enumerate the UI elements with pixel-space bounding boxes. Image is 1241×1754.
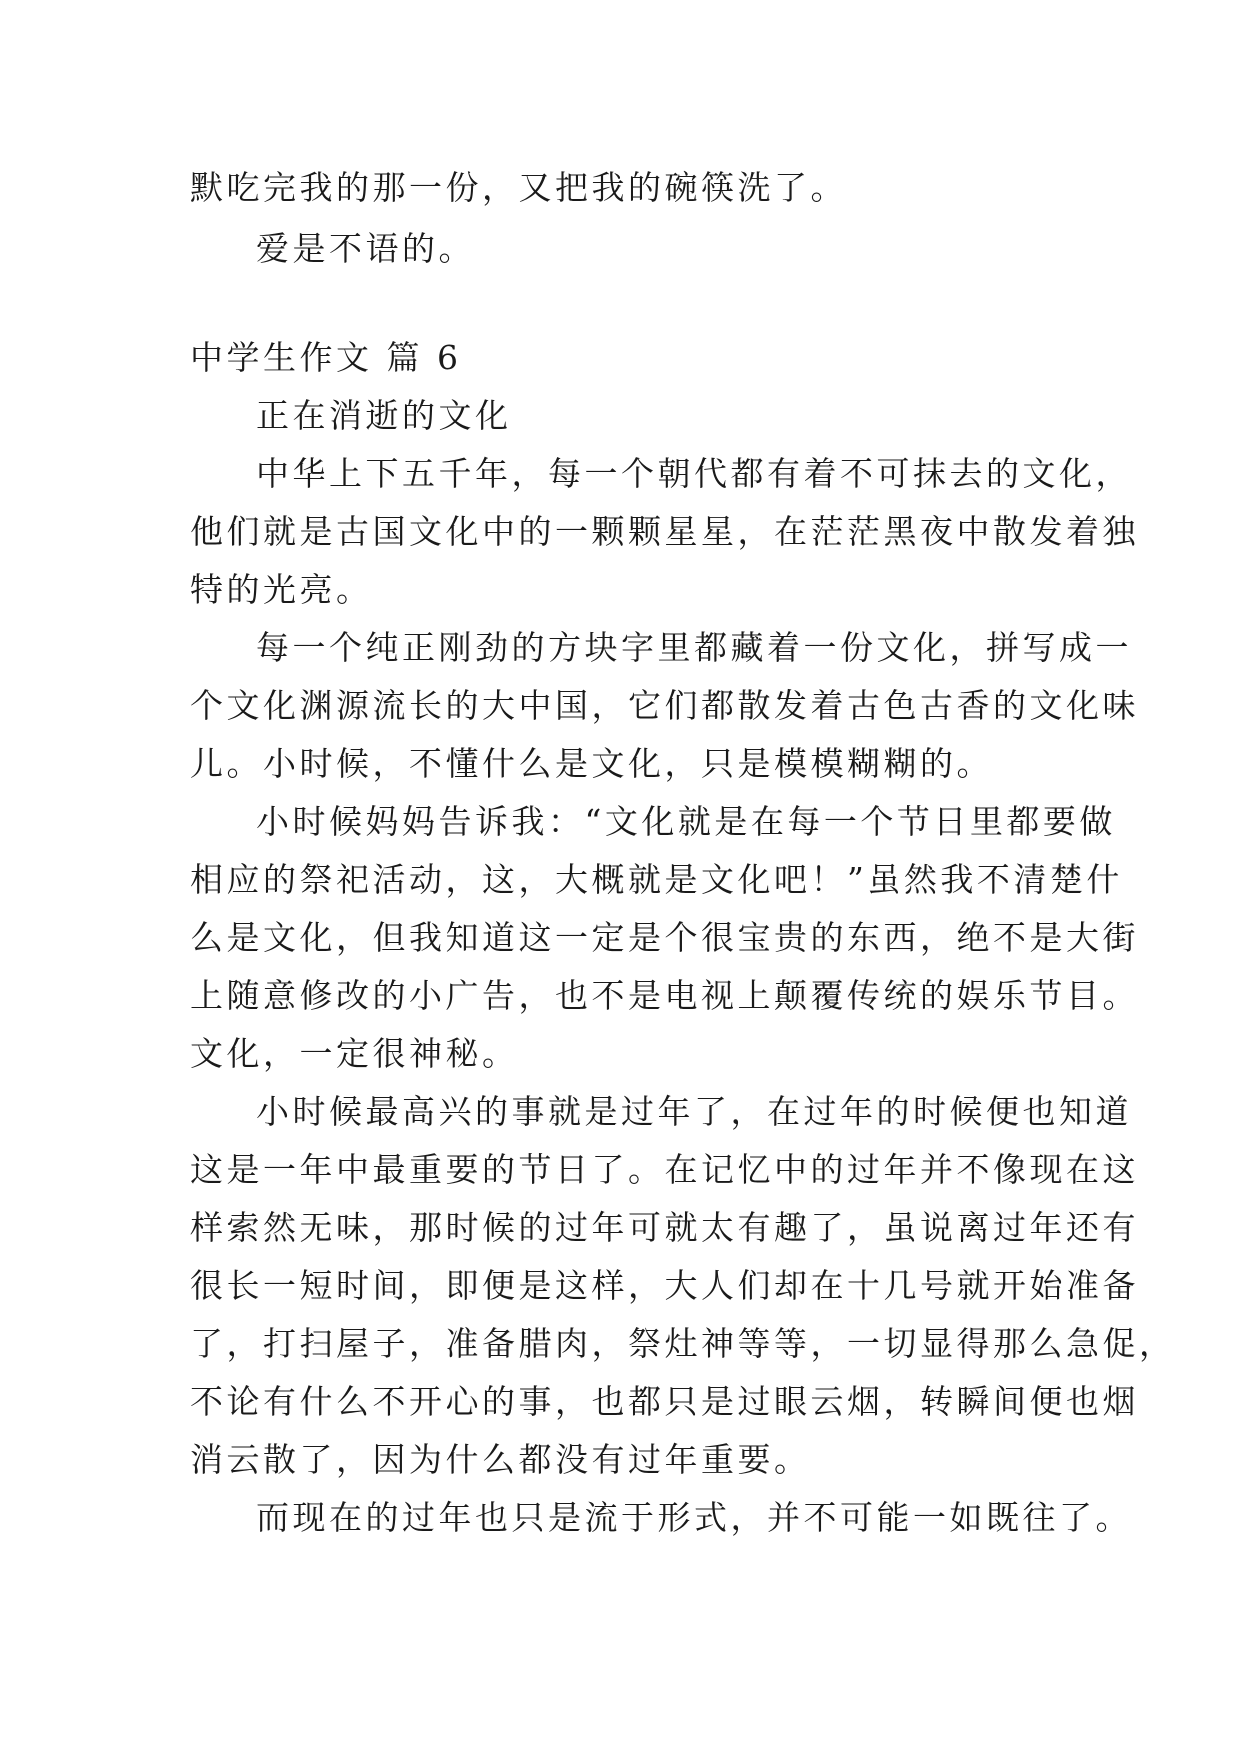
text-line: 上随意修改的小广告，也不是电视上颠覆传统的娱乐节目。 (190, 976, 1139, 1015)
text-line: 文化，一定很神秘。 (190, 1034, 519, 1073)
text-line: 么是文化，但我知道这一定是个很宝贵的东西，绝不是大街 (190, 918, 1139, 957)
text-line: 每一个纯正刚劲的方块字里都藏着一份文化，拼写成一 (256, 628, 1132, 667)
text-line: 小时候最高兴的事就是过年了，在过年的时候便也知道 (256, 1092, 1132, 1131)
text-line: 相应的祭祀活动，这，大概就是文化吧！”虽然我不清楚什 (190, 860, 1123, 899)
text-line: 中华上下五千年，每一个朝代都有着不可抹去的文化， (256, 454, 1132, 493)
text-line: 默吃完我的那一份，又把我的碗筷洗了。 (190, 168, 847, 207)
essay-title: 正在消逝的文化 (256, 396, 512, 435)
text-line: 爱是不语的。 (256, 229, 475, 268)
text-line: 而现在的过年也只是流于形式，并不可能一如既往了。 (256, 1498, 1132, 1537)
text-line: 消云散了，因为什么都没有过年重要。 (190, 1440, 811, 1479)
text-line: 他们就是古国文化中的一颗颗星星，在茫茫黑夜中散发着独 (190, 512, 1139, 551)
text-line: 了，打扫屋子，准备腊肉，祭灶神等等，一切显得那么急促， (190, 1324, 1176, 1363)
text-line: 特的光亮。 (190, 570, 373, 609)
text-line: 很长一短时间，即便是这样，大人们却在十几号就开始准备 (190, 1266, 1139, 1305)
text-line: 个文化渊源流长的大中国，它们都散发着古色古香的文化味 (190, 686, 1139, 725)
text-line: 样索然无味，那时候的过年可就太有趣了，虽说离过年还有 (190, 1208, 1139, 1247)
section-heading: 中学生作文 篇 6 (190, 338, 462, 377)
text-line: 小时候妈妈告诉我：“文化就是在每一个节日里都要做 (256, 802, 1116, 841)
text-line: 这是一年中最重要的节日了。在记忆中的过年并不像现在这 (190, 1150, 1139, 1189)
text-line: 儿。小时候，不懂什么是文化，只是模模糊糊的。 (190, 744, 993, 783)
text-line: 不论有什么不开心的事，也都只是过眼云烟，转瞬间便也烟 (190, 1382, 1139, 1421)
